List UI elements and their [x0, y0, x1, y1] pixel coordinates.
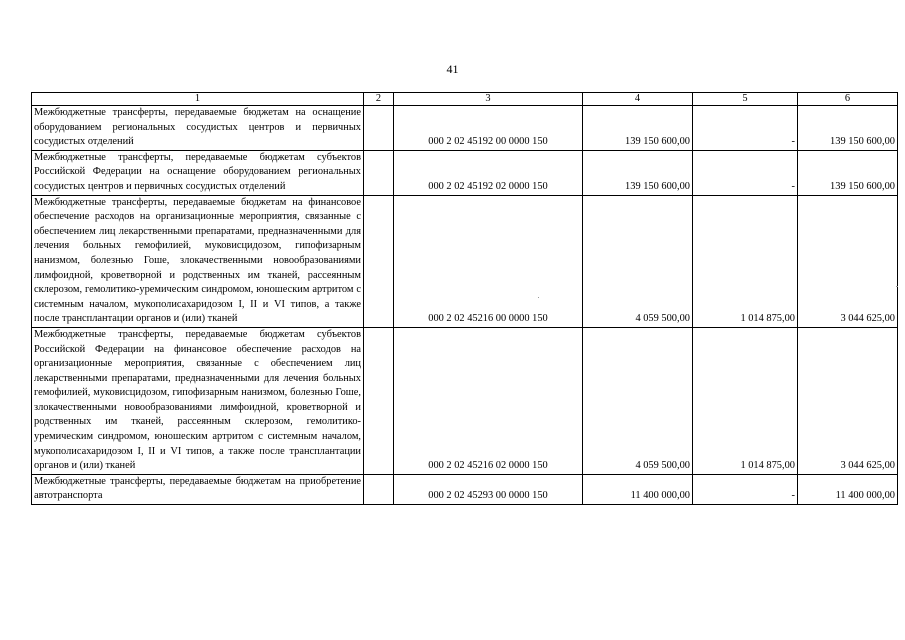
row-col2 [364, 327, 394, 474]
row-col6: 139 150 600,00 [798, 106, 898, 151]
row-description: Межбюджетные трансферты, передаваемые бюджетам на оснащение оборудованием региональных сосудистых центров и первичных сосудистых отделений [32, 106, 364, 151]
row-col4: 139 150 600,00 [583, 150, 693, 195]
page-number: 41 [446, 62, 459, 76]
row-col4: 4 059 500,00 [583, 195, 693, 327]
row-col6: 11 400 000,00 [798, 474, 898, 504]
row-col4: 4 059 500,00 [583, 327, 693, 474]
row-col6: 139 150 600,00 [798, 150, 898, 195]
table-header-row [32, 93, 898, 106]
row-col4: 139 150 600,00 [583, 106, 693, 151]
row-description: Межбюджетные трансферты, передаваемые бюджетам на приобретение автотранспорта [32, 474, 364, 504]
row-col2 [364, 106, 394, 151]
column-header-1: 1 [32, 93, 364, 106]
column-header-6: 6 [798, 93, 898, 106]
row-col2 [364, 150, 394, 195]
row-description: Межбюджетные трансферты, передаваемые бюджетам субъектов Российской Федерации на оснащение оборудованием региональных сосудистых центров и первичных сосудистых отделений [32, 150, 364, 195]
column-header-5: 5 [693, 93, 798, 106]
table-row [32, 150, 898, 195]
row-col5: - [693, 106, 798, 151]
row-description: Межбюджетные трансферты, передаваемые бюджетам на финансовое обеспечение расходов на организационные мероприятия, связанные с обеспечением лиц лекарственными препаратами, предназначенными для лечения больных гемофилией, муковисцидозом, гипофизарным нанизмом, болезнью Гоше, злокачественными новообразованиями лимфоидной, кроветворной и родственных им тканей, рассеянным склерозом, гемолитико-уремическим синдромом, юношеским артритом с системным началом, мукополисахаридозом I, II и VI типов, а также после трансплантации органов и (или) тканей [32, 195, 364, 327]
row-col5: - [693, 474, 798, 504]
table-row [32, 195, 898, 327]
row-col2 [364, 474, 394, 504]
scan-mark [538, 297, 539, 298]
row-col4: 11 400 000,00 [583, 474, 693, 504]
row-code: 000 2 02 45293 00 0000 150 [394, 474, 583, 504]
table-row [32, 327, 898, 474]
table-row [32, 474, 898, 504]
row-col6: 3 044 625,00 [798, 195, 898, 327]
row-code: 000 2 02 45192 00 0000 150 [394, 106, 583, 151]
scan-mark [896, 286, 898, 287]
column-header-2: 2 [364, 93, 394, 106]
row-code: 000 2 02 45192 02 0000 150 [394, 150, 583, 195]
column-header-3: 3 [394, 93, 583, 106]
row-code: 000 2 02 45216 00 0000 150 [394, 195, 583, 327]
row-code: 000 2 02 45216 02 0000 150 [394, 327, 583, 474]
table-row [32, 106, 898, 151]
row-col2 [364, 195, 394, 327]
row-description: Межбюджетные трансферты, передаваемые бюджетам субъектов Российской Федерации на финансовое обеспечение расходов на организационные мероприятия, связанные с обеспечением лиц лекарственными препаратами, предназначенными для лечения больных гемофилией, муковисцидозом, гипофизарным нанизмом, болезнью Гоше, злокачественными новообразованиями лимфоидной, кроветворной и родственных им тканей, рассеянным склерозом, гемолитико-уремическим синдромом, юношеским артритом с системным началом, мукополисахаридозом I, II и VI типов, а также после трансплантации органов и (или) тканей [32, 327, 364, 474]
row-col6: 3 044 625,00 [798, 327, 898, 474]
row-col5: 1 014 875,00 [693, 327, 798, 474]
row-col5: - [693, 150, 798, 195]
row-col5: 1 014 875,00 [693, 195, 798, 327]
column-header-4: 4 [583, 93, 693, 106]
budget-table [31, 92, 898, 505]
